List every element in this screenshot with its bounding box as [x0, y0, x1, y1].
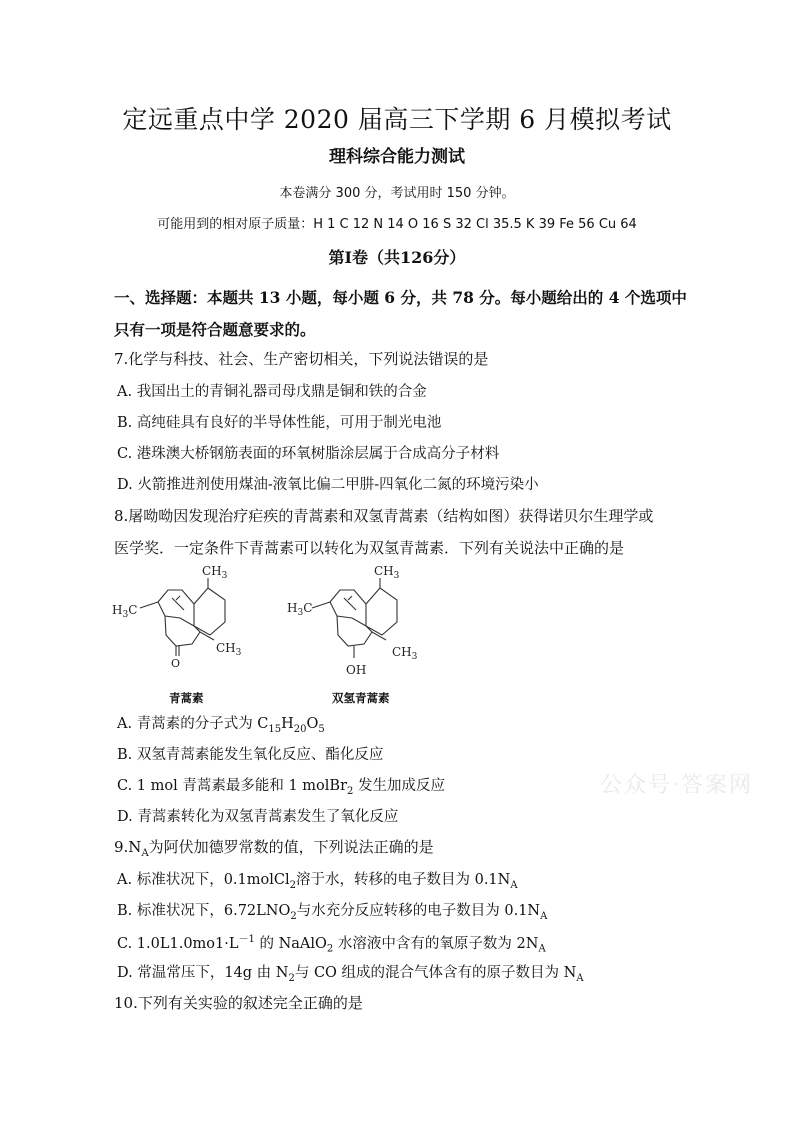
part-heading: 第Ⅰ卷（共126分） [328, 248, 466, 267]
question-7-option-c: C. 港珠澳大桥钢筋表面的环氧树脂涂层属于合成高分子材料 [117, 446, 500, 462]
question-7-option-a: A. 我国出土的青铜礼器司母戊鼎是铜和铁的合金 [117, 384, 427, 400]
page-title: 定远重点中学 2020 届高三下学期 6 月模拟考试 [122, 105, 672, 134]
question-8-stem-line1: 8.屠呦呦因发现治疗疟疾的青蒿素和双氢青蒿素（结构如图）获得诺贝尔生理学或 [114, 507, 654, 525]
question-7-option-b: B. 高纯硅具有良好的半导体性能，可用于制光电池 [117, 415, 442, 431]
question-9-option-b: B. 标准状况下，$6.72LNO_2$与水充分反应转移的电子数目为 $0.1N_A$ [117, 903, 548, 922]
carbonyl-oxygen-label: O [171, 657, 181, 670]
question-9-stem: $9.N_A$为阿伏加德罗常数的值，下列说法正确的是 [114, 838, 434, 859]
question-8-option-c: C. 1 mol 青蒿素最多能和 1 molBr$_2$ 发生加成反应 [117, 778, 445, 797]
question-8-option-a: A. 青蒿素的分子式为 $C_{15}H_{20}O_5$ [117, 716, 325, 735]
question-10-stem: 10.下列有关实验的叙述完全正确的是 [114, 994, 363, 1012]
methyl-label-left: $H_3C$ [112, 603, 138, 620]
methyl-label-top: $CH_3$ [374, 564, 400, 581]
methyl-label-left: $H_3C$ [287, 601, 313, 618]
question-8-stem-line2: 医学奖．一定条件下青蒿素可以转化为双氢青蒿素．下列有关说法中正确的是 [114, 539, 625, 557]
question-9-option-c: C. $1.0L1.0mo1\cdot L^{-1}$ 的 NaAlO$_2$ 水溶液中含有的氧原子数为 $2N_A$ [117, 934, 546, 955]
hydroxyl-label: OH [346, 663, 367, 677]
artemisinin-caption: 青蒿素 [169, 691, 204, 705]
question-8-option-d: D. 青蒿素转化为双氢青蒿素发生了氧化反应 [117, 809, 399, 825]
dihydroartemisinin-structure [282, 560, 432, 685]
dihydroartemisinin-caption: 双氢青蒿素 [332, 691, 390, 705]
question-7-option-d: D. 火箭推进剂使用煤油-液氧比偏二甲肼-四氧化二氮的环境污染小 [117, 477, 539, 493]
watermark: 公众号·答案网 [600, 773, 753, 798]
methyl-label-right: $CH_3$ [216, 641, 242, 658]
question-9-option-d: D. 常温常压下，14g 由 $N_2$与 CO 组成的混合气体含有的原子数目为 $N_A$ [117, 965, 584, 984]
methyl-label-top: $CH_3$ [202, 564, 228, 581]
question-9-option-a: A. 标准状况下，0.1molCl$_2$溶于水，转移的电子数目为 $0.1N_A$ [117, 872, 518, 891]
atomic-mass-note: 可能用到的相对原子质量：H 1 C 12 N 14 O 16 S 32 Cl 35.5 K 39 Fe 56 Cu 64 [157, 217, 637, 232]
methyl-label-right: $CH_3$ [392, 645, 418, 662]
artemisinin-structure [110, 560, 260, 685]
section-instruction-line1: 一、选择题：本题共 13 小题，每小题 6 分，共 78 分。每小题给出的 4 个选项中 [114, 288, 687, 307]
section-instruction-line2: 只有一项是符合题意要求的。 [114, 320, 316, 339]
question-8-option-b: B. 双氢青蒿素能发生氧化反应、酯化反应 [117, 747, 384, 763]
question-7-stem: 7.化学与科技、社会、生产密切相关，下列说法错误的是 [114, 350, 489, 368]
score-note: 本卷满分 300 分，考试用时 150 分钟。 [279, 186, 515, 201]
page-subtitle: 理科综合能力测试 [329, 147, 465, 167]
